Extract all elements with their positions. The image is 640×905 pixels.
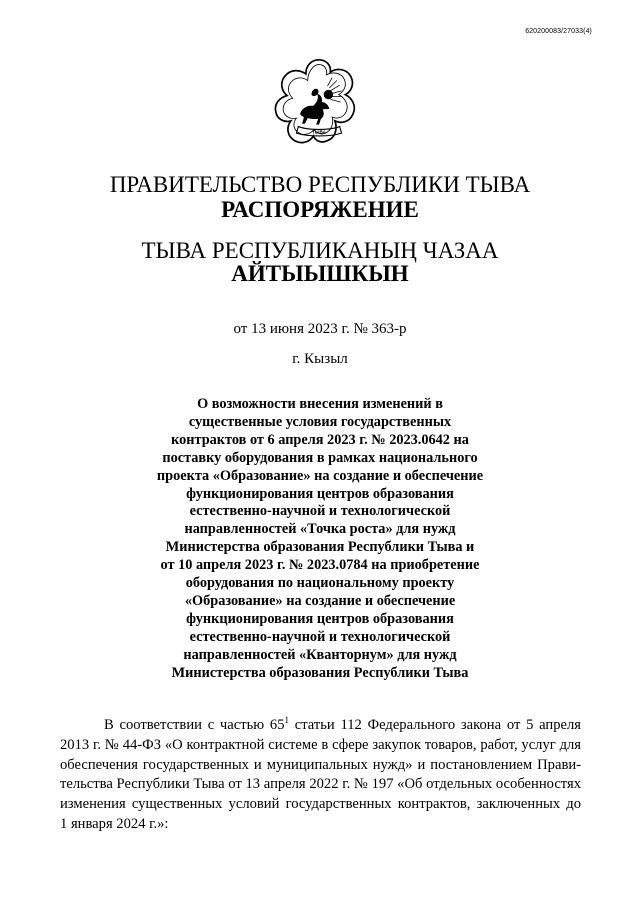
order-title-tyv: АЙТЫЫШКЫН [231,261,409,286]
subject-line: от 10 апреля 2023 г. № 2023.0784 на приобретение [160,557,480,574]
body-paragraph [60,716,581,835]
government-title-tyv: ТЫВА РЕСПУБЛИКАНЫҢ ЧАЗАА [141,238,499,263]
body-line: 1 января 2024 г.»: [60,815,169,832]
tuva-coat-of-arms-icon [272,57,366,151]
body-line [60,716,581,736]
subject-line: Министерства образования Республики Тыва [171,664,469,681]
government-title-ru: ПРАВИТЕЛЬСТВО РЕСПУБЛИКИ ТЫВА [109,172,531,197]
document-code: 620200083/27033(4) [525,28,592,35]
svg-text:ТЫВА: ТЫВА [312,129,326,135]
body-line: тельства Республики Тыва от 13 апреля 2022 г. № 197 «Об отдельных особенностях [60,776,581,793]
document-subject [100,396,540,683]
subject-line: естественно-научной и технологической [189,628,451,645]
subject-line: проекта «Образование» на создание и обеспечение [156,467,484,484]
body-line: обеспечения государственных и муниципальных нужд» и постановлением Прави- [60,756,581,773]
body-line: изменения существенных условий государственных контрактов, заключенных до [60,796,581,813]
subject-line: функционирования центров образования [186,485,454,502]
subject-line: направленностей «Точка роста» для нужд [184,521,456,538]
footnote-superscript: 1 [284,715,289,725]
subject-line: поставку оборудования в рамках национального [162,449,478,466]
subject-line: оборудования по национальному проекту [185,575,455,592]
document-date-number: от 13 июня 2023 г. № 363-р [233,321,407,337]
subject-line: функционирования центров образования [186,610,454,627]
document-place: г. Кызыл [292,351,348,367]
body-text-fragment: В соответствии с частью 65 [104,717,285,733]
subject-line: направленностей «Кванторнум» для нужд [183,646,457,663]
subject-line: контрактов от 6 апреля 2023 г. № 2023.0642 на [171,431,469,448]
order-title-ru: РАСПОРЯЖЕНИЕ [221,197,419,222]
body-line: 2013 г. № 44-ФЗ «О контрактной системе в сфере закупок товаров, работ, услуг для [60,736,581,753]
subject-line: естественно-научной и технологической [189,503,451,520]
subject-line: существенные условия государственных [188,413,452,430]
subject-line: О возможности внесения изменений в [197,396,443,412]
body-text-fragment: статьи 112 Федерального закона от 5 апреля [289,717,581,733]
subject-line: Министерства образования Республики Тыва и [165,539,475,556]
subject-line: «Образование» на создание и обеспечение [184,592,456,609]
